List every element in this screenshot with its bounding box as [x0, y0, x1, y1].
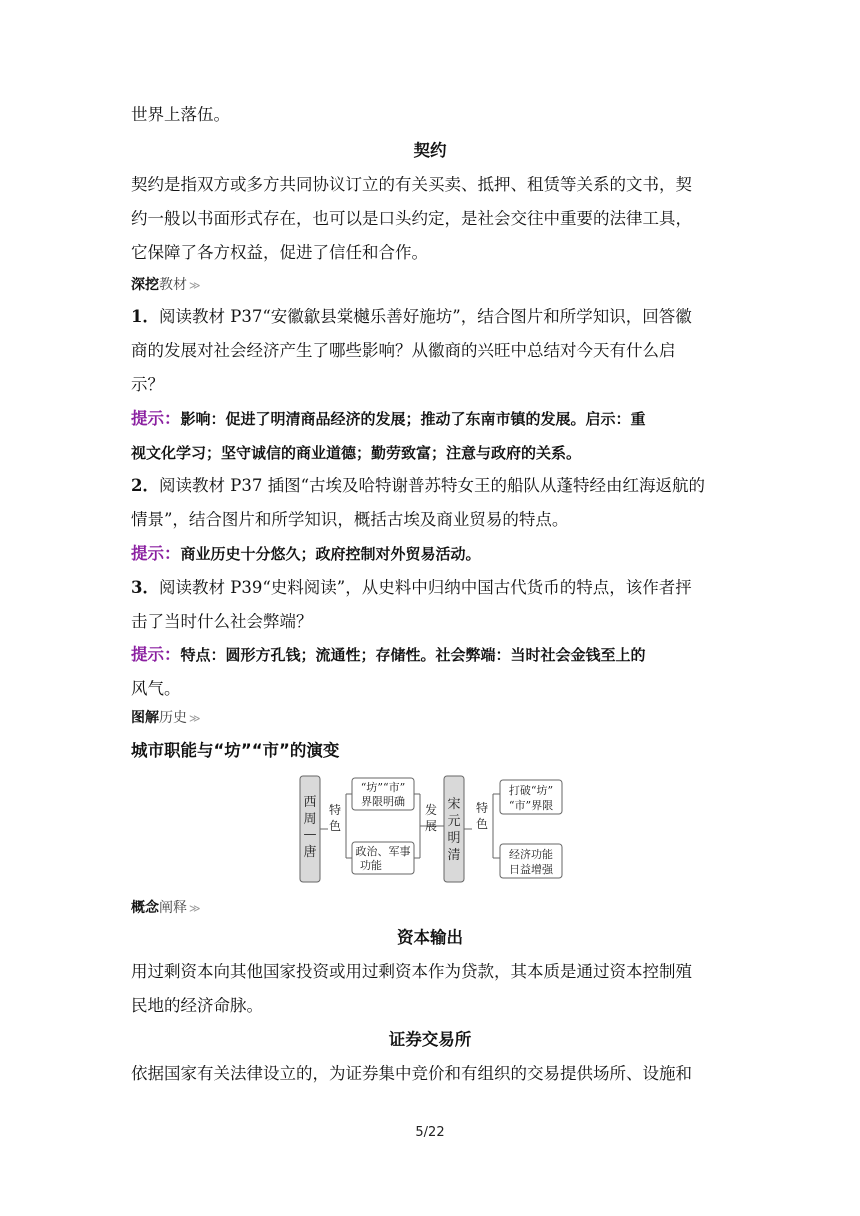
feature-label: 色 [328, 819, 342, 833]
text-line: 情景”，结合图片和所学知识，概括古埃及商业贸易的特点。 [131, 510, 569, 529]
question-number: 1． [131, 307, 159, 326]
text-line: 民地的经济命脉。 [131, 996, 263, 1015]
hint-text: 商业历史十分悠久；政府控制对外贸易活动。 [180, 545, 481, 563]
question-2 [131, 476, 705, 496]
question-text: 阅读教材 P37“安徽歙县棠樾乐善好施坊”，结合图片和所学知识，回答徽 [158, 307, 692, 326]
question-text: 阅读教材 P39“史料阅读”，从史料中归纳中国古代货币的特点，该作者抨 [158, 578, 692, 597]
box-text: 界限明确 [361, 795, 405, 808]
text-line: 风气。 [131, 679, 181, 698]
text-line: 依据国家有关法律设立的，为证券集中竞价和有组织的交易提供场所、设施和 [131, 1064, 692, 1083]
question-number: 3． [131, 578, 159, 597]
text-line: 用过剩资本向其他国家投资或用过剩资本作为贷款，其本质是通过资本控制殖 [131, 962, 692, 981]
hint-1 [131, 409, 646, 429]
chevron-down-icon: ≫ [189, 279, 201, 292]
heading-stock-exchange: 证券交易所 [388, 1030, 472, 1049]
section-bold: 概念 [131, 900, 159, 916]
text-line: 契约是指双方或多方共同协议订立的有关买卖、抵押、租赁等关系的文书，契 [131, 175, 692, 194]
hint-text: 特点：圆形方孔钱；流通性；存储性。社会弊端：当时社会金钱至上的 [180, 646, 646, 664]
period-char: 西 [303, 795, 317, 810]
chevron-down-icon: ≫ [189, 712, 201, 725]
diagram-subtitle: 城市职能与“坊”“市”的演变 [131, 741, 340, 760]
flow-diagram [298, 772, 568, 886]
hint-text: 影响：促进了明清商品经济的发展；推动了东南市镇的发展。启示：重 [180, 410, 646, 428]
section-rest: 教材 [159, 277, 187, 293]
text-line: 示？ [131, 375, 164, 394]
section-concept [131, 899, 201, 918]
text-line: 击了当时什么社会弊端？ [131, 612, 313, 631]
heading-contract: 契约 [413, 141, 447, 160]
box-text: 功能 [360, 859, 382, 872]
period-char: 周 [303, 812, 317, 827]
hint-text: 视文化学习；坚守诚信的商业道德；勤劳致富；注意与政府的关系。 [131, 444, 582, 462]
period-char: 清 [447, 848, 461, 863]
hint-2 [131, 544, 481, 564]
question-number: 2． [131, 476, 159, 495]
hint-label: 提示： [131, 409, 181, 428]
period-char: — [303, 827, 317, 842]
period-box-song-yuan-ming-qing [444, 776, 464, 882]
question-3 [131, 578, 692, 598]
box-text: “市”界限 [508, 799, 554, 812]
hint-3 [131, 645, 646, 665]
heading-capital-export: 资本输出 [397, 928, 463, 947]
chevron-down-icon: ≫ [189, 902, 201, 915]
text-line: 商的发展对社会经济产生了哪些影响？从徽商的兴旺中总结对今天有什么启 [131, 341, 676, 360]
development-label: 展 [424, 819, 438, 833]
text-line: 它保障了各方权益，促进了信任和合作。 [131, 243, 428, 262]
question-text: 阅读教材 P37 插图“古埃及哈特谢普苏特女王的船队从蓬特经由红海返航的 [158, 476, 706, 495]
period-char: 宋 [447, 797, 461, 812]
box-text: 经济功能 [509, 848, 553, 861]
box-text: 政治、军事 [355, 845, 411, 858]
box-text: 打破“坊” [508, 784, 554, 797]
feature-label: 色 [475, 817, 489, 831]
feature-label: 特 [475, 801, 489, 815]
feature-label: 特 [328, 803, 342, 817]
section-deep-textbook [131, 276, 201, 295]
box-text: “坊”“市” [360, 781, 406, 794]
text-line: 世界上落伍。 [131, 105, 230, 124]
page-number: 5/22 [415, 1125, 445, 1140]
question-1 [131, 307, 692, 327]
text-line: 约一般以书面形式存在，也可以是口头约定，是社会交往中重要的法律工具， [131, 209, 692, 228]
development-label: 发 [424, 803, 438, 817]
section-bold: 深挖 [131, 277, 159, 293]
section-bold: 图解 [131, 710, 159, 726]
period-char: 唐 [303, 845, 317, 860]
period-char: 元 [447, 814, 461, 829]
section-diagram-history [131, 709, 201, 728]
section-rest: 历史 [159, 710, 187, 726]
section-rest: 阐释 [159, 900, 187, 916]
box-text: 日益增强 [509, 863, 553, 876]
period-char: 明 [447, 831, 461, 846]
hint-label: 提示： [131, 645, 181, 664]
hint-label: 提示： [131, 544, 181, 563]
